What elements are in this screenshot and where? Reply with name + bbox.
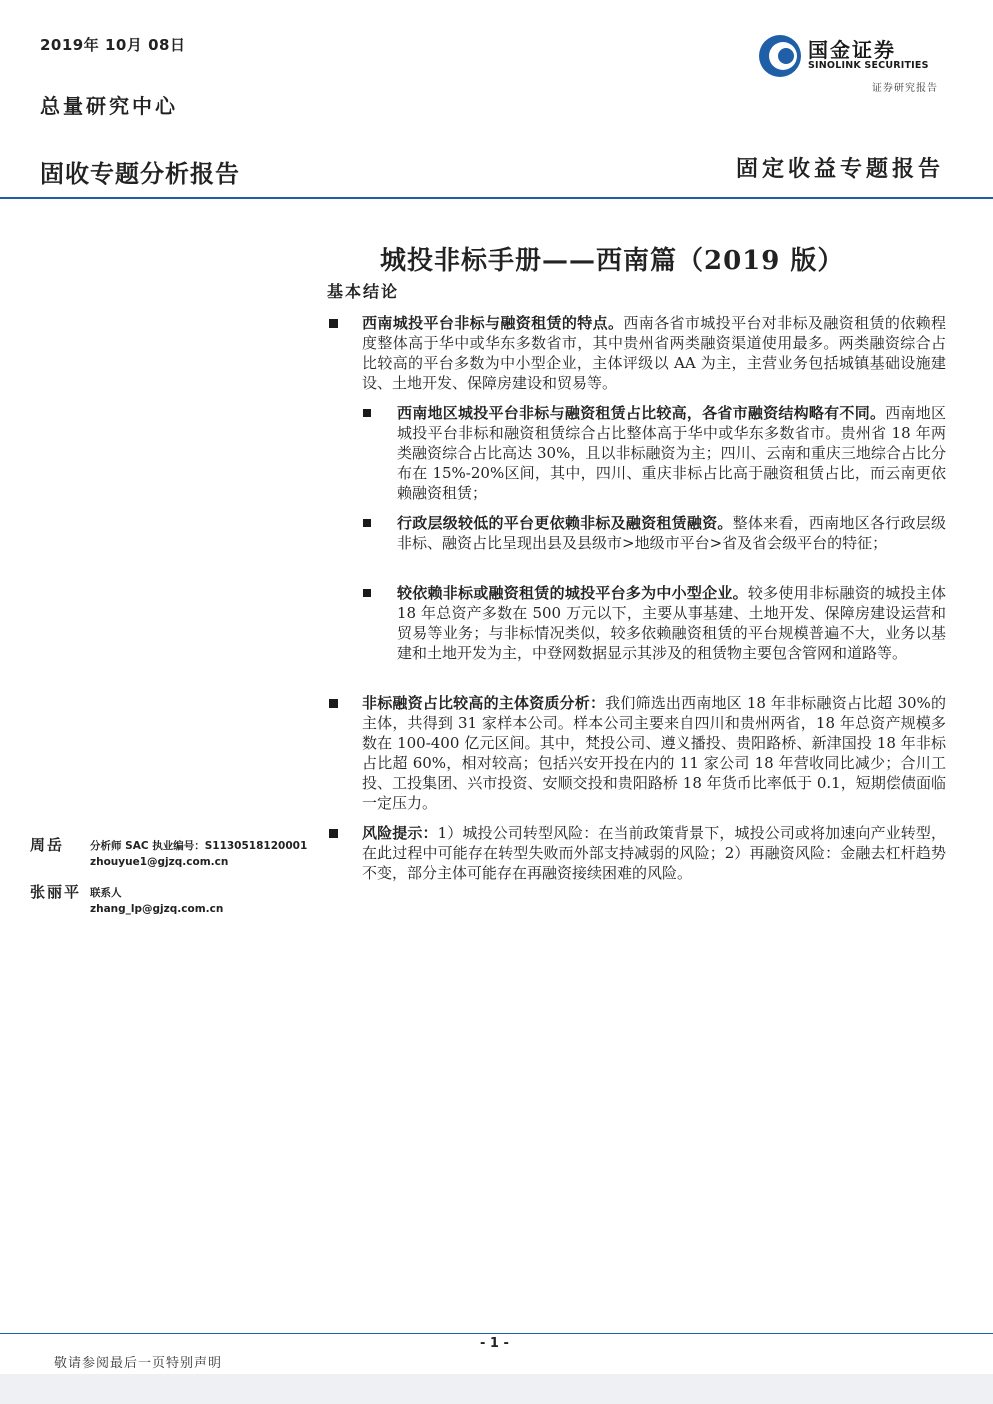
bullet-item-3 — [362, 823, 946, 883]
author-role: 联系人 — [90, 887, 122, 899]
sub-bullet-marker — [363, 519, 371, 527]
research-center-label: 总量研究中心 — [40, 94, 178, 118]
bullet-lead: 较依赖非标或融资租赁的城投平台多为中小型企业。 — [397, 584, 748, 602]
bullet-item-2 — [362, 693, 946, 813]
footer-band — [0, 1374, 993, 1404]
sub-bullet-item-2 — [397, 513, 946, 553]
sub-bullet-marker — [363, 589, 371, 597]
footer-divider — [0, 1333, 993, 1334]
bullet-lead: 非标融资占比较高的主体资质分析： — [362, 694, 606, 712]
bullet-text: 较多使用非标融资的城投主体 18 年总资产多数在 500 万元以下，主要从事基建、土地开发、保障房建设运营和贸易等业务；与非标情况类似，较多依赖融资租赁的平台规模普遍不大，业务以基建和土地开发为主，中登网数据显示其涉及的租赁物主要包含管网和道路等。 — [397, 584, 946, 662]
bullet-text: 西南地区城投平台非标和融资租赁综合占比整体高于华中或华东多数省市。贵州省 18 年两类融资综合占比高达 30%，且以非标融资为主；四川、云南和重庆三地综合占比分布在 15%-20%区间，其中，四川、重庆非标占比高于融资租赁占比，而云南更依赖融资租赁； — [397, 404, 946, 502]
author-info — [90, 838, 310, 870]
logo-subtitle: 证券研究报告 — [872, 83, 938, 94]
bullet-lead: 西南城投平台非标与融资租赁的特点。 — [362, 314, 624, 332]
bullet-marker — [329, 319, 338, 328]
sub-bullet-item-3 — [397, 583, 946, 663]
bullet-lead: 风险提示： — [362, 824, 438, 842]
logo-wordmark-en: SINOLINK SECURITIES — [808, 60, 929, 71]
bullet-text: 我们筛选出西南地区 18 年非标融资占比超 30%的主体，共得到 31 家样本公司。样本公司主要来自四川和贵州两省，18 年总资产规模多数在 100-400 亿元区间。其中，梵投公司、遵义播投、贵阳路桥、新津国投 18 年非标占比超 60%，相对较高；包括兴安开投在内的 11 家公司 18 年营收同比减少；合川工投、工投集团、兴市投资、安顺交投和贵阳路桥 18 年货币比率低于 0.1，短期偿债面临一定压力。 — [362, 694, 946, 812]
report-category: 固收专题分析报告 — [40, 160, 240, 188]
section-heading: 基本结论 — [327, 282, 400, 301]
report-date: 2019年 10月 08日 — [40, 36, 186, 54]
report-subcategory: 固定收益专题报告 — [736, 156, 945, 182]
bullet-text: 整体来看，西南地区各行政层级非标、融资占比呈现出县及县级市>地级市平台>省及省会级平台的特征； — [397, 514, 946, 552]
author-email[interactable]: zhouyue1@gjzq.com.cn — [90, 856, 229, 868]
author-name: 周岳 — [30, 836, 65, 854]
bullet-lead: 行政层级较低的平台更依赖非标及融资租赁融资。 — [397, 514, 733, 532]
author-info — [90, 885, 310, 917]
bullet-marker — [329, 699, 338, 708]
sub-bullet-marker — [363, 409, 371, 417]
author-email[interactable]: zhang_lp@gjzq.com.cn — [90, 903, 224, 915]
sub-bullet-item-1 — [397, 403, 946, 503]
author-role: 分析师 SAC 执业编号：S1130518120001 — [90, 840, 308, 852]
bullet-marker — [329, 829, 338, 838]
author-name: 张丽平 — [30, 883, 82, 901]
bullet-text: 1）城投公司转型风险：在当前政策背景下，城投公司或将加速向产业转型，在此过程中可能存在转型失败而外部支持减弱的风险；2）再融资风险：金融去杠杆趋势不变，部分主体可能存在再融资接续困难的风险。 — [362, 824, 946, 882]
page-number: - 1 - — [480, 1336, 509, 1351]
logo-wordmark-cn: 国金证券 — [808, 38, 896, 62]
header-divider — [0, 197, 993, 199]
bullet-item-1 — [362, 313, 946, 393]
report-title: 城投非标手册——西南篇（2019 版） — [380, 246, 845, 276]
disclaimer-note: 敬请参阅最后一页特别声明 — [54, 1356, 223, 1371]
sinolink-logo-icon — [756, 32, 808, 80]
bullet-text: 西南各省市城投平台对非标及融资租赁的依赖程度整体高于华中或华东多数省市，其中贵州省两类融资渠道使用最多。两类融资综合占比较高的平台多数为中小型企业，主体评级以 AA 为主，主营业务包括城镇基础设施建设、土地开发、保障房建设和贸易等。 — [362, 314, 946, 392]
bullet-lead: 西南地区城投平台非标与融资租赁占比较高，各省市融资结构略有不同。 — [397, 404, 886, 422]
